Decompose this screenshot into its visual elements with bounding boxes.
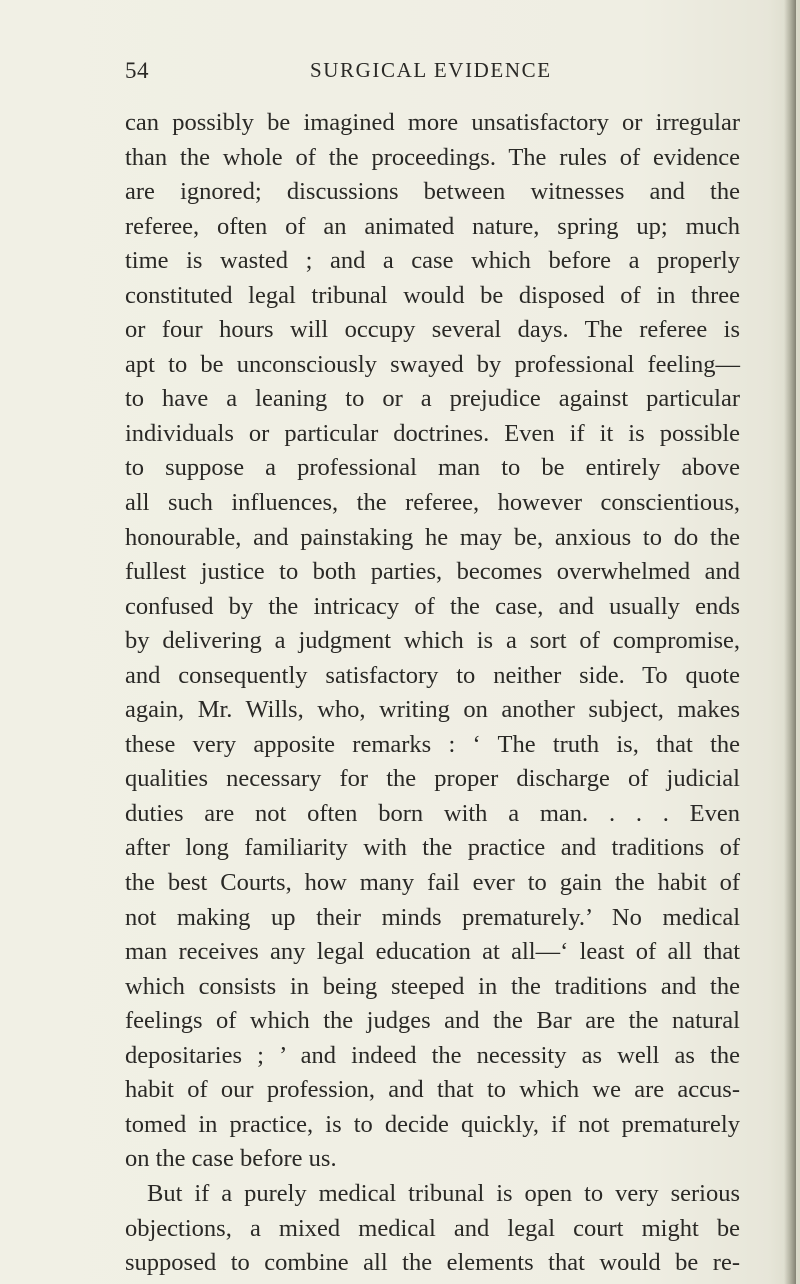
- paragraph-end-line: on the case before us.: [125, 1145, 337, 1173]
- text-line: fullest justice to both parties, becomes overwhelmed and: [125, 558, 740, 586]
- text-line: apt to be unconsciously swayed by professional feeling—: [125, 350, 740, 378]
- text-line: not making up their minds prematurely.’ No medical: [125, 903, 740, 931]
- text-line: confused by the intricacy of the case, and usually ends: [125, 592, 740, 620]
- page-header: [125, 58, 740, 90]
- text-line: these very apposite remarks : ‘ The truth is, that the: [125, 730, 740, 758]
- text-line: man receives any legal education at all—‘ least of all that: [125, 938, 740, 966]
- text-line: and consequently satisfactory to neither side. To quote: [125, 661, 740, 689]
- text-line: to have a leaning to or a prejudice against particular: [125, 385, 740, 413]
- text-line: qualities necessary for the proper discharge of judicial: [125, 765, 740, 793]
- text-line: objections, a mixed medical and legal court might be: [125, 1214, 740, 1242]
- text-line: than the whole of the proceedings. The rules of evidence: [125, 143, 740, 171]
- text-line: supposed to combine all the elements that would be re-: [125, 1249, 740, 1277]
- text-line: to suppose a professional man to be entirely above: [125, 454, 740, 482]
- body-text: [125, 106, 740, 1281]
- paragraph-start-line: But if a purely medical tribunal is open to very serious: [147, 1179, 740, 1207]
- text-line: are ignored; discussions between witnesses and the: [125, 178, 740, 206]
- text-line: all such influences, the referee, however conscientious,: [125, 489, 740, 517]
- text-line: individuals or particular doctrines. Even if it is possible: [125, 419, 740, 447]
- text-line: time is wasted ; and a case which before a properly: [125, 247, 740, 275]
- text-line: the best Courts, how many fail ever to gain the habit of: [125, 869, 740, 897]
- text-line: after long familiarity with the practice and traditions of: [125, 834, 740, 862]
- page-number: 54: [125, 58, 149, 83]
- text-line: tomed in practice, is to decide quickly, if not prematurely: [125, 1110, 740, 1138]
- text-line: referee, often of an animated nature, spring up; much: [125, 212, 740, 240]
- text-line: or four hours will occupy several days. The referee is: [125, 316, 740, 344]
- text-line: constituted legal tribunal would be disposed of in three: [125, 281, 740, 309]
- text-line: which consists in being steeped in the traditions and the: [125, 972, 740, 1000]
- text-line: habit of our profession, and that to which we are accus-: [125, 1076, 740, 1104]
- text-line: depositaries ; ’ and indeed the necessity as well as the: [125, 1041, 740, 1069]
- text-line: again, Mr. Wills, who, writing on another subject, makes: [125, 696, 740, 724]
- text-line: can possibly be imagined more unsatisfactory or irregular: [125, 109, 740, 136]
- text-line: by delivering a judgment which is a sort of compromise,: [125, 627, 740, 655]
- text-line: feelings of which the judges and the Bar are the natural: [125, 1007, 740, 1035]
- running-head: SURGICAL EVIDENCE: [310, 58, 552, 82]
- page-edge-shadow: [784, 0, 796, 1284]
- text-line: duties are not often born with a man. . . . Even: [125, 799, 740, 827]
- text-line: honourable, and painstaking he may be, anxious to do the: [125, 523, 740, 551]
